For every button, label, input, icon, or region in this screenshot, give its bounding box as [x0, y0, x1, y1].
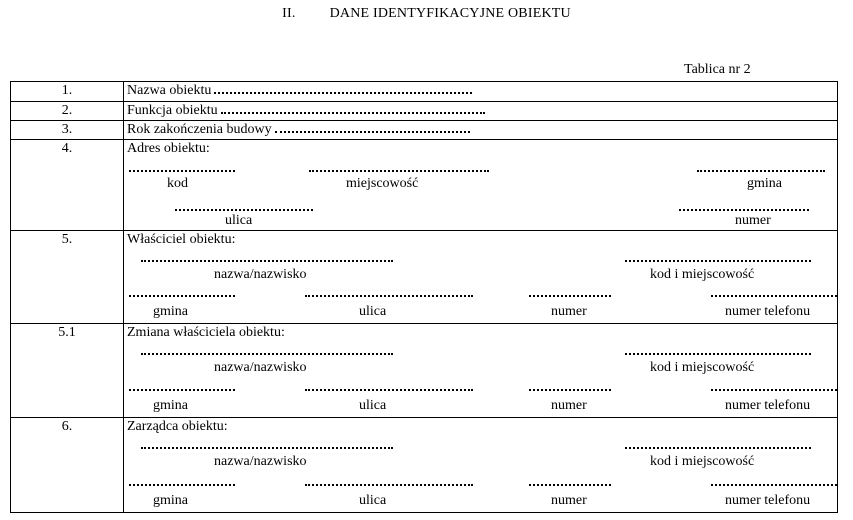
numer-caption: numer	[735, 213, 771, 228]
ulica-caption: ulica	[225, 213, 253, 228]
miejscowosc-field[interactable]	[309, 170, 489, 172]
table-row-5	[11, 230, 837, 323]
telefon-field[interactable]	[711, 295, 837, 297]
kod-field[interactable]	[129, 170, 235, 172]
table-row-5-1	[11, 323, 837, 417]
section-title: DANE IDENTYFIKACYJNE OBIEKTU	[329, 6, 571, 21]
field-label-rok-zakonczenia: Rok zakończenia budowy	[127, 122, 272, 137]
gmina-caption: gmina	[747, 176, 782, 191]
ulica-field[interactable]	[175, 209, 313, 211]
table-row-2	[11, 101, 837, 120]
gmina-caption: gmina	[153, 398, 188, 413]
nazwa-caption: nazwa/nazwisko	[214, 267, 307, 282]
field-label-adres: Adres obiektu:	[127, 141, 210, 156]
table-row-1	[11, 82, 837, 101]
rok-zakonczenia-field[interactable]	[275, 131, 470, 133]
gmina-field[interactable]	[129, 484, 235, 486]
table-reference: Tablica nr 2	[684, 62, 751, 77]
nazwa-field[interactable]	[141, 260, 393, 262]
row-number: 1.	[11, 82, 124, 101]
table-row-4	[11, 139, 837, 230]
funkcja-obiektu-field[interactable]	[221, 112, 485, 114]
ulica-field[interactable]	[305, 389, 473, 391]
field-label-zmiana-wlasciciela: Zmiana właściciela obiektu:	[127, 325, 285, 340]
row-number: 5.	[11, 231, 124, 323]
kod-miejscowosc-field[interactable]	[625, 260, 811, 262]
row-number: 6.	[11, 418, 124, 512]
field-label-wlasciciel: Właściciel obiektu:	[127, 232, 236, 247]
kod-miejscowosc-caption: kod i miejscowość	[650, 454, 755, 469]
telefon-field[interactable]	[711, 389, 837, 391]
kod-miejscowosc-field[interactable]	[625, 353, 811, 355]
table-row-6	[11, 417, 837, 512]
numer-field[interactable]	[529, 295, 611, 297]
nazwa-caption: nazwa/nazwisko	[214, 360, 307, 375]
row-number: 4.	[11, 140, 124, 230]
nazwa-caption: nazwa/nazwisko	[214, 454, 307, 469]
ulica-caption: ulica	[359, 493, 387, 508]
gmina-field[interactable]	[129, 295, 235, 297]
telefon-caption: numer telefonu	[725, 304, 811, 319]
miejscowosc-caption: miejscowość	[346, 176, 419, 191]
numer-field[interactable]	[529, 484, 611, 486]
ulica-caption: ulica	[359, 398, 387, 413]
section-heading	[0, 6, 853, 22]
gmina-caption: gmina	[153, 304, 188, 319]
kod-caption: kod	[167, 176, 188, 191]
identification-table	[10, 81, 838, 513]
telefon-caption: numer telefonu	[725, 398, 811, 413]
kod-miejscowosc-caption: kod i miejscowość	[650, 267, 755, 282]
gmina-field[interactable]	[697, 170, 825, 172]
kod-miejscowosc-caption: kod i miejscowość	[650, 360, 755, 375]
numer-caption: numer	[551, 398, 587, 413]
telefon-field[interactable]	[711, 484, 837, 486]
nazwa-field[interactable]	[141, 353, 393, 355]
gmina-field[interactable]	[129, 389, 235, 391]
row-number: 3.	[11, 121, 124, 139]
field-label-funkcja-obiektu: Funkcja obiektu	[127, 103, 218, 118]
numer-caption: numer	[551, 304, 587, 319]
field-label-zarzadca: Zarządca obiektu:	[127, 419, 228, 434]
gmina-caption: gmina	[153, 493, 188, 508]
ulica-field[interactable]	[305, 295, 473, 297]
telefon-caption: numer telefonu	[725, 493, 811, 508]
field-label-nazwa-obiektu: Nazwa obiektu	[127, 83, 212, 98]
section-number: II.	[282, 6, 296, 21]
numer-caption: numer	[551, 493, 587, 508]
row-number: 5.1	[11, 324, 124, 417]
table-row-3	[11, 120, 837, 139]
nazwa-field[interactable]	[141, 447, 393, 449]
nazwa-obiektu-field[interactable]	[214, 92, 472, 94]
kod-miejscowosc-field[interactable]	[625, 447, 811, 449]
numer-field[interactable]	[529, 389, 611, 391]
ulica-caption: ulica	[359, 304, 387, 319]
ulica-field[interactable]	[305, 484, 473, 486]
numer-field[interactable]	[679, 209, 809, 211]
row-number: 2.	[11, 102, 124, 120]
